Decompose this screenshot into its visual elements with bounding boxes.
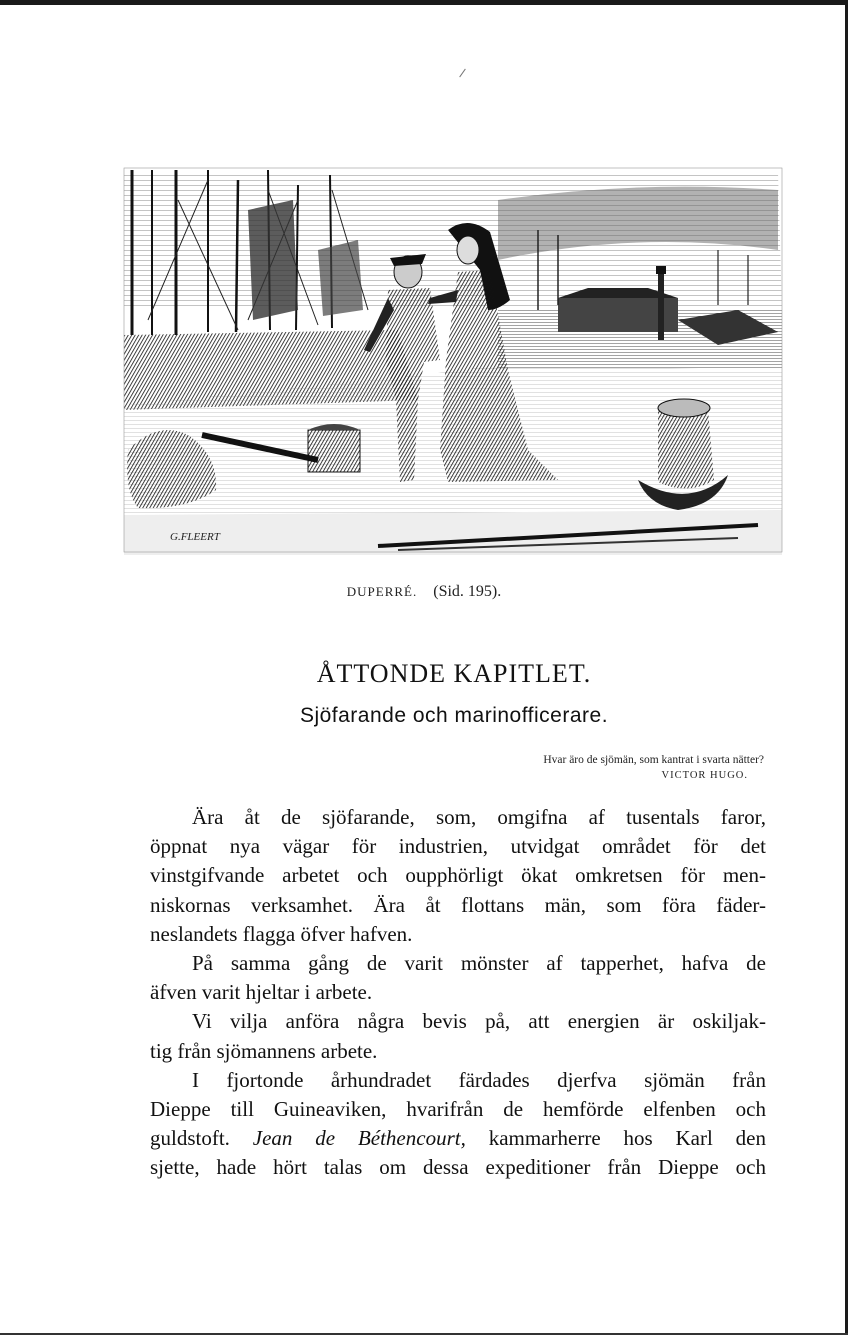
engraver-signature: G.FLEERT xyxy=(170,531,220,543)
text-line: vinstgifvande arbetet och oupphörligt ökat omkretsen för men- xyxy=(150,863,766,888)
caption-page-ref: (Sid. 195). xyxy=(433,583,502,600)
text-line: äfven varit hjeltar i arbete. xyxy=(150,980,373,1005)
engraving-illustration xyxy=(118,160,786,560)
ink-speck xyxy=(459,69,466,78)
text-line: Ära åt de sjöfarande, som, omgifna af tusentals faror, xyxy=(192,805,766,829)
italic-name: Jean de Béthencourt, xyxy=(252,1126,466,1151)
line-segment: guldstoft. xyxy=(150,1126,230,1151)
line-segment: kammarherre hos Karl den xyxy=(488,1126,767,1151)
text-line: sjette, hade hört talas om dessa expeditioner från Dieppe och xyxy=(150,1155,766,1180)
text-line: På samma gång de varit mönster af tapperhet, hafva de xyxy=(192,950,766,975)
epigraph-author: VICTOR HUGO. xyxy=(661,770,748,781)
illustration-caption xyxy=(0,583,848,601)
engraving-sky xyxy=(124,172,782,310)
text-line: Dieppe till Guineaviken, hvarifrån de hemförde elfenben och xyxy=(150,1096,766,1121)
chapter-subtitle: Sjöfarande och marinofficerare. xyxy=(299,704,609,727)
body-text xyxy=(150,803,766,1182)
caption-name: DUPERRÉ. xyxy=(346,584,418,599)
page-top-edge xyxy=(0,0,848,5)
text-line-with-italic xyxy=(150,1124,766,1153)
text-line: I fjortonde århundradet färdades djerfva sjömän från xyxy=(192,1067,766,1092)
text-line: neslandets flagga öfver hafven. xyxy=(150,921,413,946)
epigraph-quote: Hvar äro de sjömän, som kantrat i svarta nätter? xyxy=(543,754,764,766)
epigraph xyxy=(543,752,764,784)
chapter-title: ÅTTONDE KAPITLET. xyxy=(316,659,592,688)
text-line: niskornas verksamhet. Ära åt flottans män, som föra fäder- xyxy=(150,892,766,917)
text-line: Vi vilja anföra några bevis på, att energien är oskiljak- xyxy=(192,1009,766,1034)
text-line: tig från sjömannens arbete. xyxy=(150,1038,378,1063)
text-line: öppnat nya vägar för industrien, utvidgat området för det xyxy=(150,834,766,859)
